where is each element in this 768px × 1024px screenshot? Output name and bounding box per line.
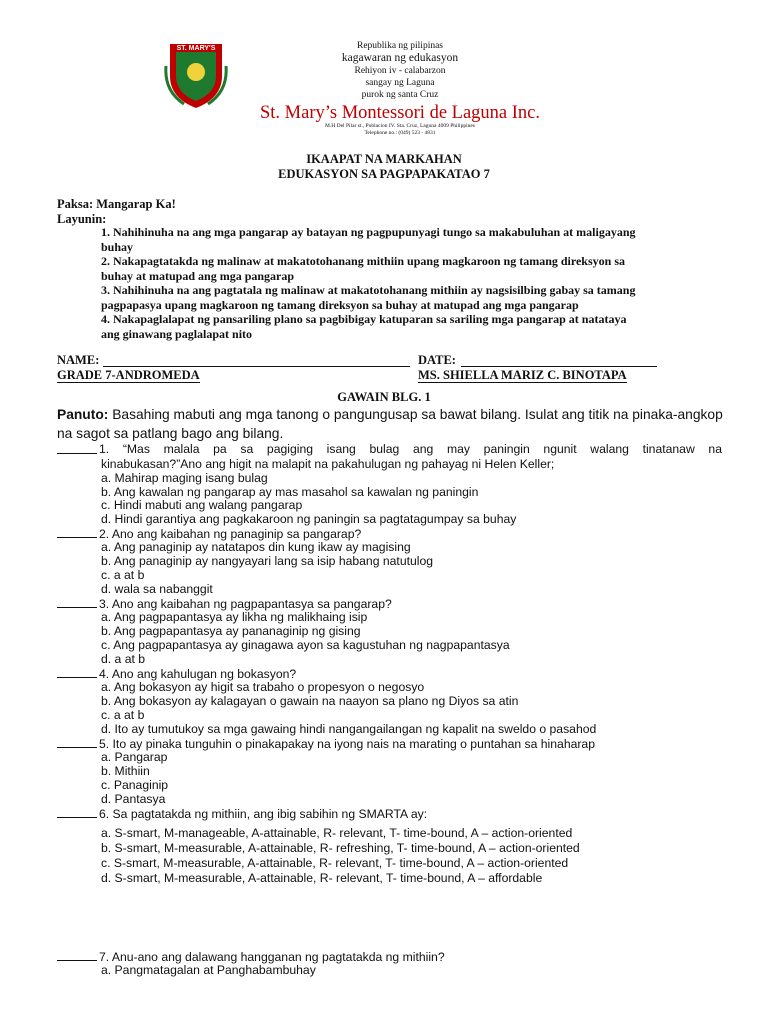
topic: Paksa: Mangarap Ka!	[57, 197, 176, 211]
option: d. Ito ay tumutukoy sa mga gawaing hindi nangangailangan ng kapalit na sweldo o pasahod	[101, 722, 597, 736]
school-name: St. Mary’s Montessori de Laguna Inc.	[259, 103, 541, 123]
teacher-name: MS. SHIELLA MARIZ C. BINOTAPA	[418, 368, 627, 382]
question-text: 5. Ito ay pinaka tunguhin o pinakapakay na iyong nais na marating o puntahan sa hinaharap	[99, 737, 595, 751]
question-1	[57, 443, 722, 472]
option: a. Ang bokasyon ay higit sa trabaho o propesyon o negosyo	[101, 680, 425, 694]
answer-blank[interactable]	[57, 737, 97, 748]
date-field[interactable]	[461, 366, 657, 367]
objective-line: ang ginawang paglalapat nito	[101, 326, 253, 341]
option: c. Ang pagpapantasya ay ginagawa ayon sa kagustuhan ng nagpapantasya	[101, 638, 510, 652]
instructions-label: Panuto:	[57, 407, 109, 422]
objectives-list	[101, 225, 721, 341]
school-address	[290, 123, 510, 137]
logo-text: ST. MARY'S	[176, 45, 216, 52]
option: d. S-smart, M-measurable, A-attainable, R- relevant, T- time-bound, A – affordable	[101, 871, 543, 885]
answer-blank[interactable]	[57, 443, 97, 454]
option: d. wala sa nabanggit	[101, 582, 213, 596]
option: c. Panaginip	[101, 778, 169, 792]
answer-blank[interactable]	[57, 950, 97, 961]
option: d. a at b	[101, 652, 146, 666]
option: c. S-smart, M-measurable, A-attainable, R- relevant, T- time-bound, A – action-oriented	[101, 856, 569, 870]
question-text: 6. Sa pagtatakda ng mithiin, ang ibig sabihin ng SMARTA ay:	[99, 807, 428, 821]
address-line: M.H Del Pilar st., Poblacion IV. Sta. Cruz, Laguna 4009 Philippines	[325, 123, 475, 129]
option: a. Mahirap maging isang bulag	[101, 471, 268, 485]
instructions-text: Basahing mabuti ang mga tanong o pangungusap sa bawat bilang. Isulat ang titik na pinaka-angkop na sagot sa patlang bago ang bilang.	[57, 407, 723, 441]
answer-blank[interactable]	[57, 527, 97, 538]
objective-line: buhay at matupad ang mga pangarap	[101, 268, 295, 283]
instructions	[57, 405, 737, 443]
option: b. Ang pagpapantasya ay pananaginip ng gising	[101, 624, 361, 638]
option: c. a at b	[101, 568, 145, 582]
name-label: NAME:	[57, 353, 100, 367]
telephone-line: Telephone no.: (049) 523 - 4831	[364, 130, 436, 136]
quarter-title: IKAAPAT NA MARKAHAN	[306, 152, 462, 166]
name-field[interactable]	[103, 366, 410, 367]
option: b. Mithiin	[101, 764, 150, 778]
option: a. Pangarap	[101, 750, 168, 764]
objective-line: 1. Nahihinuha na ang mga pangarap ay batayan ng pagpupunyagi tungo sa makabuluhan at maligayang	[101, 225, 636, 239]
option: a. Ang pagpapantasya ay likha ng malikhaing isip	[101, 610, 368, 624]
answer-blank[interactable]	[57, 807, 97, 818]
republic-line: Republika ng pilipinas	[356, 41, 444, 51]
grade-section: GRADE 7-ANDROMEDA	[57, 368, 200, 382]
district-line: purok ng santa Cruz	[361, 90, 439, 100]
answer-blank[interactable]	[57, 667, 97, 678]
objective-line: pagpapasya upang magkaroon ng tamang direksyon sa buhay at matupad ang mga pangarap	[101, 297, 579, 312]
option: b. Ang panaginip ay nangyayari lang sa isip habang natutulog	[101, 554, 434, 568]
question-text: 3. Ano ang kaibahan ng pagpapantasya sa pangarap?	[99, 597, 392, 611]
division-line: sangay ng Laguna	[365, 78, 435, 88]
question-6	[57, 807, 427, 822]
option: b. Ang bokasyon ay kalagayan o gawain na naayon sa plano ng Diyos sa atin	[101, 694, 519, 708]
region-line: Rehiyon iv - calabarzon	[354, 66, 446, 76]
option: d. Pantasya	[101, 792, 166, 806]
question-text: 4. Ano ang kahulugan ng bokasyon?	[99, 667, 297, 681]
subject-title: EDUKASYON SA PAGPAPAKATAO 7	[278, 167, 490, 181]
option: b. S-smart, M-measurable, A-attainable, R- refreshing, T- time-bound, A – action-oriented	[101, 841, 580, 855]
date-label: DATE:	[418, 353, 456, 367]
question-text: 7. Anu-ano ang dalawang hangganan ng pagtatakda ng mithiin?	[99, 950, 445, 964]
objective-line: 3. Nahihinuha na ang pagtatala ng malinaw at makatotohanang mithiin ay nagsisilbing gabay sa tamang	[101, 283, 636, 297]
option: c. Hindi mabuti ang walang pangarap	[101, 498, 303, 512]
option: a. S-smart, M-manageable, A-attainable, R- relevant, T- time-bound, A – action-oriented	[101, 826, 573, 840]
objective-line: 2. Nakapagtatakda ng malinaw at makatotohanang mithiin upang magkaroon ng tamang direksyon sa	[101, 254, 625, 268]
option: c. a at b	[101, 708, 145, 722]
objective-line: buhay	[101, 239, 134, 254]
option: a. Pangmatagalan at Panghabambuhay	[101, 963, 316, 977]
department-line: kagawaran ng edukasyon	[341, 52, 459, 64]
option: a. Ang panaginip ay natatapos din kung ikaw ay magising	[101, 540, 411, 554]
objective-line: 4. Nakapaglalapat ng pansariling plano sa pagbibigay katuparan sa sariling mga pangarap at natataya	[101, 312, 627, 326]
objectives-label: Layunin:	[57, 212, 107, 226]
question-text-continued: kinabukasan?”Ano ang higit na malapit na pakahulugan ng pahayag ni Helen Keller;	[101, 456, 555, 471]
question-text: 1. “Mas malala pa sa pagiging isang bulag ang may paningin ngunit walang tinatanaw na	[99, 442, 722, 456]
activity-title: GAWAIN BLG. 1	[337, 390, 431, 404]
option: d. Hindi garantiya ang pagkakaroon ng paningin sa pagtatagumpay sa buhay	[101, 512, 517, 526]
question-text: 2. Ano ang kaibahan ng panaginip sa pangarap?	[99, 527, 362, 541]
option: b. Ang kawalan ng pangarap ay mas masahol sa kawalan ng paningin	[101, 485, 479, 499]
answer-blank[interactable]	[57, 597, 97, 608]
letterhead	[200, 40, 600, 124]
